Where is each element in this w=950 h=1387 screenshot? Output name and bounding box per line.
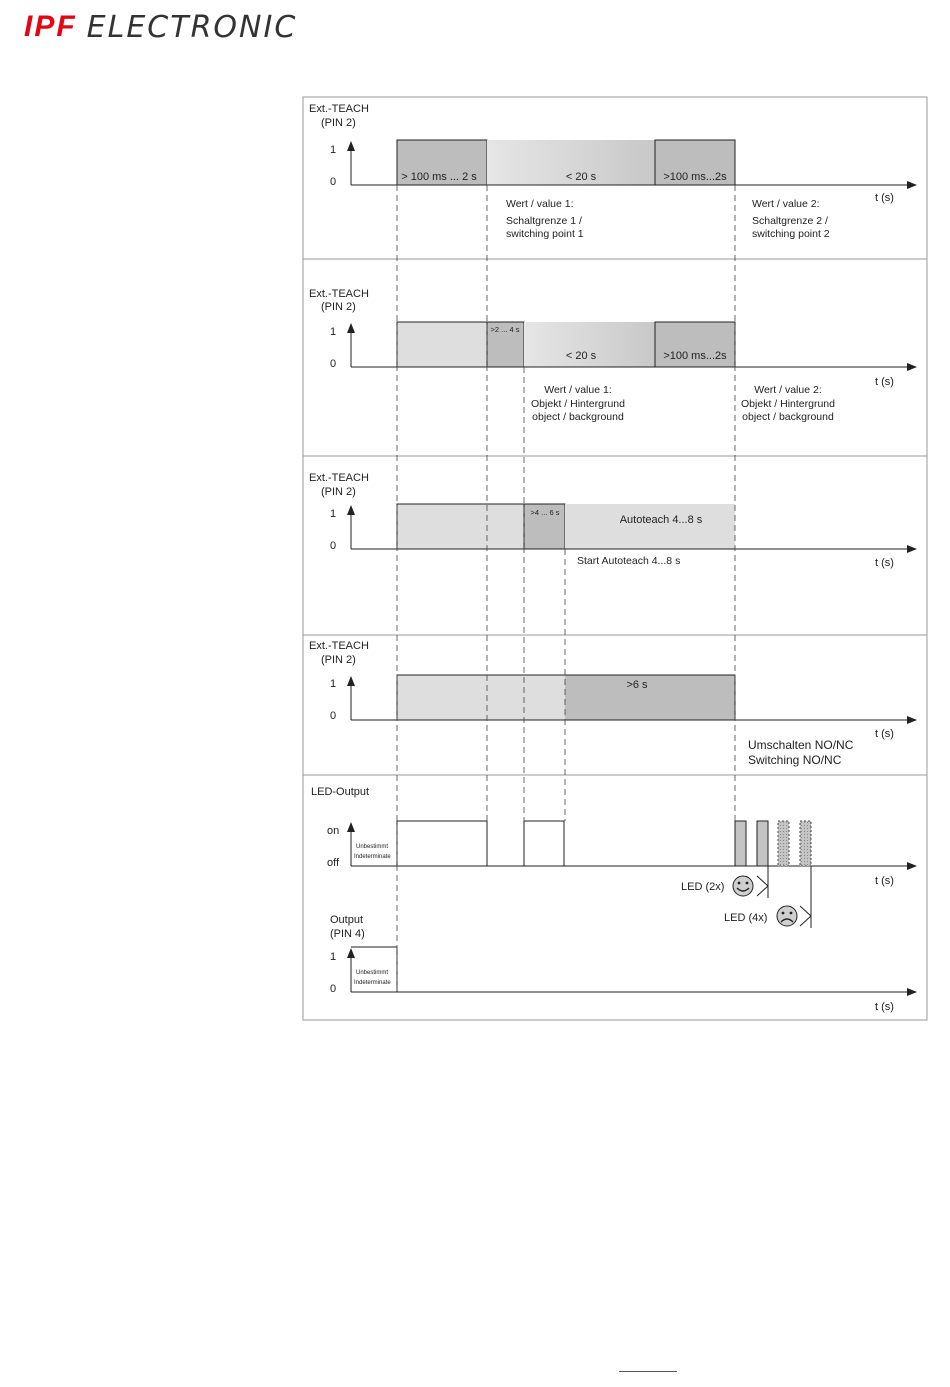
panel3-zero: 0	[330, 540, 337, 552]
panel3-seg-b: Autoteach 4...8 s	[619, 514, 703, 526]
panel-5	[311, 786, 916, 928]
panel2-v2-line3: object / background	[742, 411, 834, 423]
panel1-v1-line1: Wert / value 1:	[506, 198, 574, 210]
panel5-off: off	[327, 857, 340, 869]
panel4-pulse-light	[397, 675, 565, 720]
panel2-v1-line3: object / background	[532, 411, 624, 423]
panel2-one: 1	[330, 326, 337, 338]
panel-1	[309, 103, 916, 240]
panel4-pulse-dark	[565, 675, 735, 720]
panel1-title: Ext.-TEACH	[309, 103, 369, 115]
panel4-time: t (s)	[875, 728, 894, 740]
led-blink-4	[800, 821, 811, 866]
led-pulse-1	[397, 821, 487, 866]
led-blink-1	[735, 821, 746, 866]
led-blink-2	[757, 821, 768, 866]
panel5-time: t (s)	[875, 875, 894, 887]
panel1-v1-line2: Schaltgrenze 1 /	[506, 215, 582, 227]
panel5-indeterminate: Indeterminate	[354, 854, 391, 860]
panel5-unbestimmt: Unbestimmt	[356, 844, 389, 850]
panel2-zero: 0	[330, 358, 337, 370]
panel3-pulse-light	[397, 504, 524, 549]
panel-4	[309, 640, 916, 767]
panel4-one: 1	[330, 678, 337, 690]
panel1-v2-line1: Wert / value 2:	[752, 198, 820, 210]
panel2-v2-line1: Wert / value 2:	[754, 384, 822, 396]
footer-line	[619, 1371, 677, 1372]
panel3-title: Ext.-TEACH	[309, 472, 369, 484]
panel3-autoteach-window	[565, 504, 735, 549]
panel4-zero: 0	[330, 710, 337, 722]
panel3-one: 1	[330, 508, 337, 520]
logo-brand: IPF	[24, 10, 77, 43]
panel2-v2-line2: Objekt / Hintergrund	[741, 398, 835, 410]
panel1-one: 1	[330, 144, 337, 156]
panel2-seg-a: >2 ... 4 s	[490, 325, 520, 334]
panel4-switch-en: Switching NO/NC	[748, 753, 842, 767]
panel2-pulse-light	[397, 322, 487, 367]
panel1-time: t (s)	[875, 192, 894, 204]
panel-3	[309, 472, 916, 569]
panel1-v2-line3: switching point 2	[752, 228, 830, 240]
logo-word: ELECTRONIC	[86, 9, 298, 45]
output-pin: (PIN 4)	[330, 928, 365, 940]
panel1-pin: (PIN 2)	[321, 117, 356, 129]
led-ok-chevron	[757, 876, 768, 896]
output-zero: 0	[330, 983, 337, 995]
panel4-pin: (PIN 2)	[321, 654, 356, 666]
panel3-start: Start Autoteach 4...8 s	[577, 555, 681, 567]
panel5-title: LED-Output	[311, 786, 370, 798]
guide-lines	[397, 185, 735, 992]
panel-2	[309, 288, 916, 423]
led-fail-chevron	[800, 906, 811, 926]
panel1-seg-a: > 100 ms ... 2 s	[401, 171, 477, 183]
output-time: t (s)	[875, 1001, 894, 1013]
panel3-time: t (s)	[875, 557, 894, 569]
panel1-zero: 0	[330, 176, 337, 188]
led-pulse-2	[524, 821, 564, 866]
panel2-v1-line2: Objekt / Hintergrund	[531, 398, 625, 410]
panel1-seg-b: < 20 s	[565, 171, 597, 183]
panel3-pin: (PIN 2)	[321, 486, 356, 498]
output-unbestimmt: Unbestimmt	[356, 970, 389, 976]
panel4-switch-de: Umschalten NO/NC	[748, 738, 854, 752]
panel5-on: on	[327, 825, 340, 837]
panel1-seg-c: >100 ms...2s	[663, 171, 727, 183]
smiley-sad-icon	[777, 906, 797, 926]
led-ok-label: LED (2x)	[681, 881, 725, 893]
panel2-seg-b: < 20 s	[565, 350, 597, 362]
panel4-seg-a: >6 s	[626, 679, 648, 691]
panel4-title: Ext.-TEACH	[309, 640, 369, 652]
panel2-time: t (s)	[875, 376, 894, 388]
panel2-v1-line1: Wert / value 1:	[544, 384, 612, 396]
led-blink-3	[778, 821, 789, 866]
output-indeterminate: Indeterminate	[354, 980, 391, 986]
panel2-pin: (PIN 2)	[321, 301, 356, 313]
panel2-seg-c: >100 ms...2s	[663, 350, 727, 362]
output-one: 1	[330, 951, 337, 963]
smiley-happy-icon	[733, 876, 753, 896]
panel3-seg-a: >4 ... 6 s	[530, 508, 560, 517]
panel1-v2-line2: Schaltgrenze 2 /	[752, 215, 828, 227]
output-title: Output	[330, 914, 364, 926]
led-fail-label: LED (4x)	[724, 912, 768, 924]
panel2-title: Ext.-TEACH	[309, 288, 369, 300]
panel-output	[330, 914, 916, 1013]
panel1-v1-line3: switching point 1	[506, 228, 584, 240]
